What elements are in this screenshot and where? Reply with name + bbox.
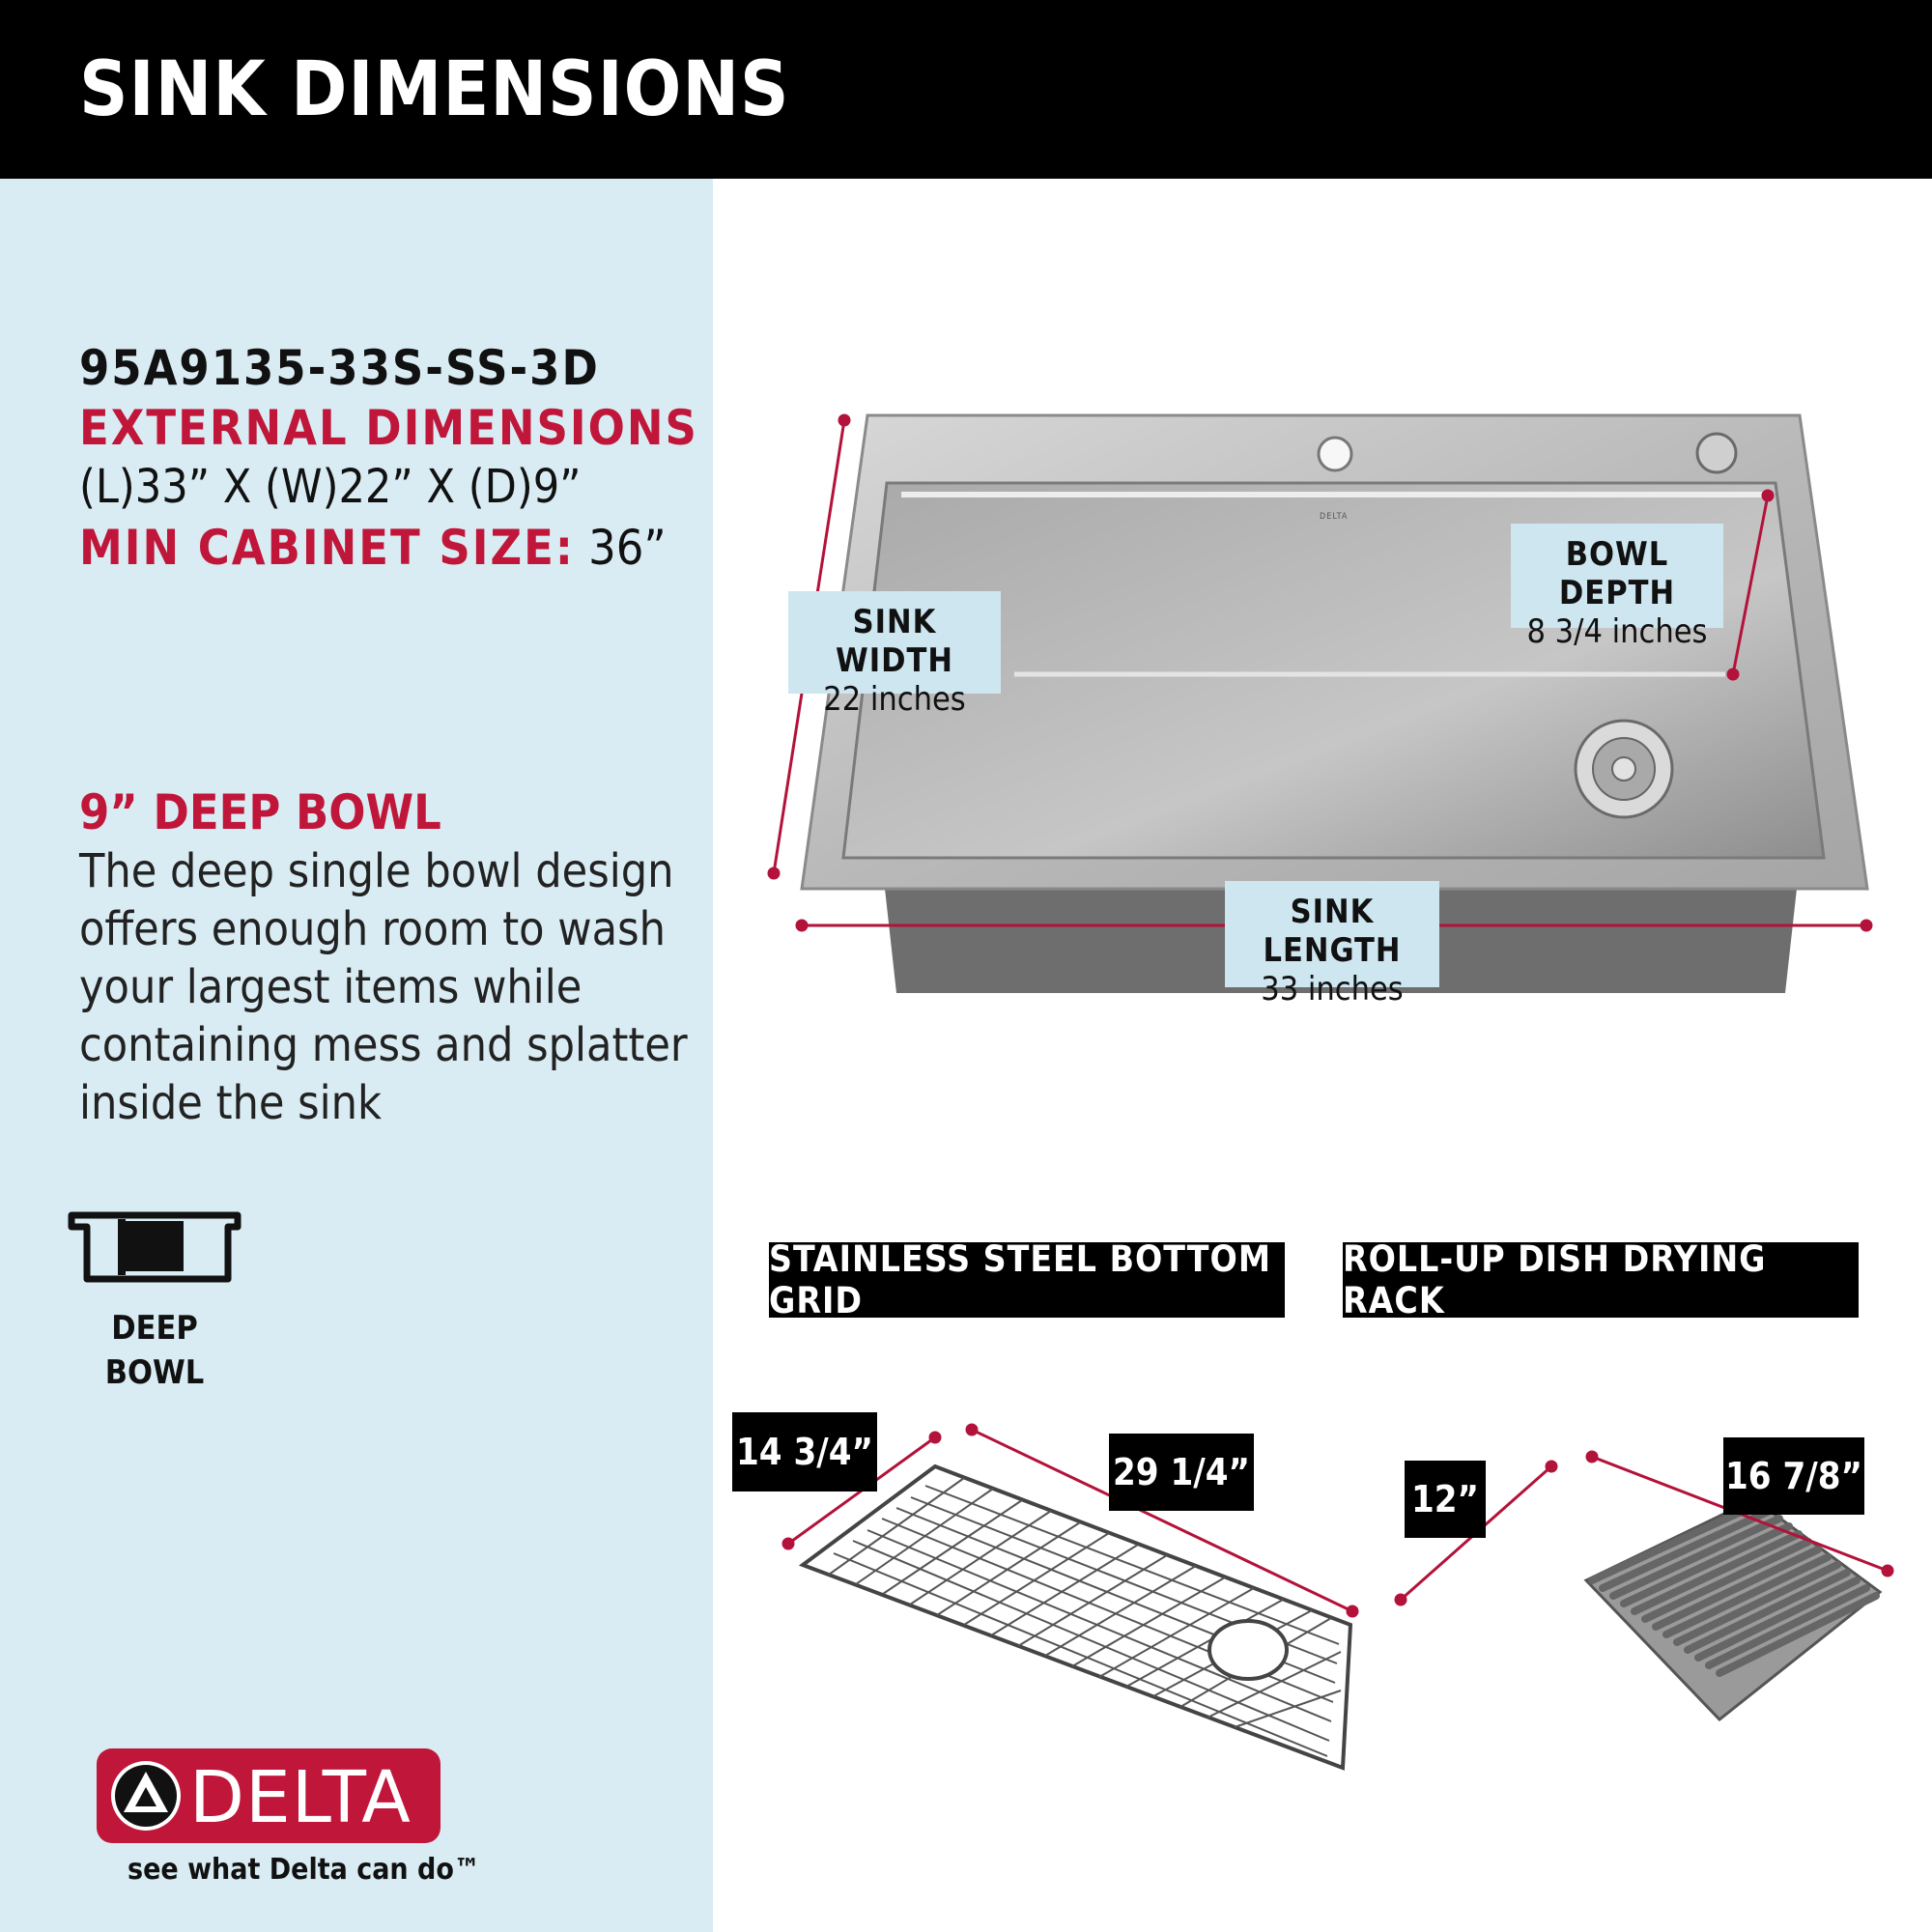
grid-short-dimension: 14 3/4”	[732, 1412, 877, 1492]
sink-width-callout: SINK WIDTH 22 inches	[788, 591, 1001, 694]
feature-description: The deep single bowl design offers enough room to wash your largest items while containing mess and splatter inside the sink	[79, 844, 688, 1130]
drain-button-icon	[1697, 434, 1736, 472]
rack-short-dimension: 12”	[1405, 1461, 1486, 1538]
deep-bowl-icon	[68, 1208, 242, 1298]
drying-rack	[1586, 1499, 1880, 1719]
deep-bowl-icon-label: DEEP BOWL	[104, 1309, 205, 1392]
min-cabinet-value: 36”	[574, 520, 667, 576]
rack-long-dimension: 16 7/8”	[1723, 1437, 1864, 1515]
external-dimensions-value: (L)33” X (W)22” X (D)9”	[79, 460, 582, 514]
page-title: SINK DIMENSIONS	[79, 46, 790, 133]
header-bar	[0, 0, 1932, 179]
faucet-hole-icon	[1319, 438, 1351, 470]
sink-length-callout: SINK LENGTH 33 inches	[1225, 881, 1439, 987]
brand-name: DELTA	[189, 1756, 412, 1839]
sink-brand-mark: DELTA	[1320, 512, 1349, 522]
grid-long-dimension: 29 1/4”	[1109, 1434, 1254, 1511]
external-dimensions-label: EXTERNAL DIMENSIONS	[79, 400, 698, 456]
bowl-depth-callout: BOWL DEPTH 8 3/4 inches	[1511, 524, 1723, 628]
bottom-grid-label: STAINLESS STEEL BOTTOM GRID	[769, 1242, 1285, 1318]
brand-tagline: see what Delta can do™	[128, 1853, 480, 1887]
drying-rack-label: ROLL-UP DISH DRYING RACK	[1343, 1242, 1859, 1318]
feature-title: 9” DEEP BOWL	[79, 784, 441, 840]
delta-triangle-icon	[108, 1758, 184, 1833]
min-cabinet-size	[79, 520, 667, 576]
model-number: 95A9135-33S-SS-3D	[79, 340, 600, 396]
delta-logo	[97, 1748, 440, 1843]
min-cabinet-label: MIN CABINET SIZE:	[79, 520, 575, 576]
bottom-grid	[803, 1466, 1350, 1768]
